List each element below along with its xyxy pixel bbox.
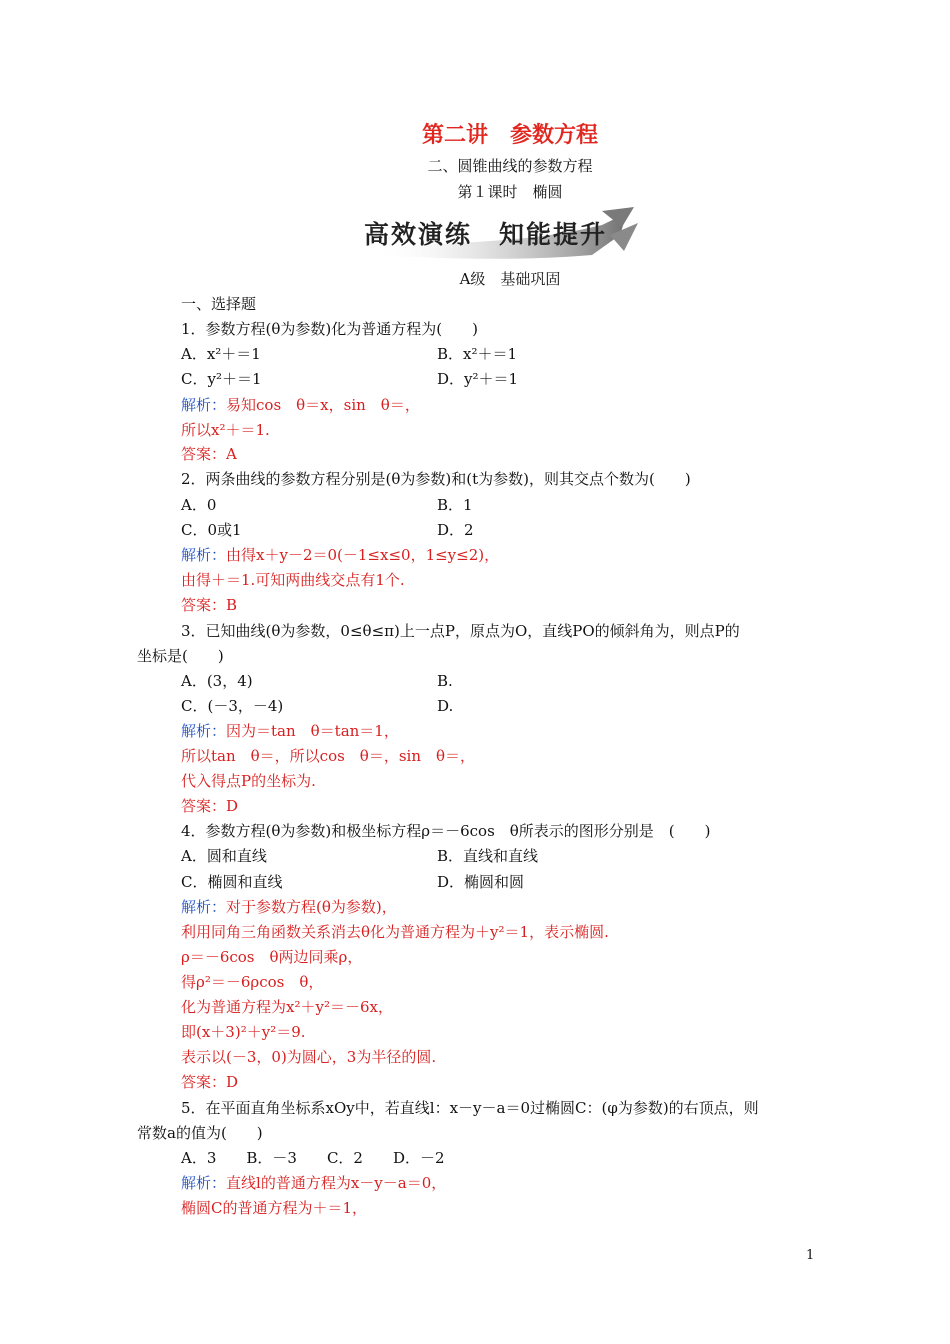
q4-solution-line-3: ρ＝－6cos θ两边同乘ρ，	[181, 948, 363, 966]
q2-solution-line-2: 由得＋＝1.可知两曲线交点有1个.	[181, 571, 405, 589]
q1-option-b: B．x²＋＝1	[437, 345, 518, 363]
q2-option-d: D．2	[437, 521, 474, 539]
q1-option-d: D．y²＋＝1	[437, 370, 519, 388]
q4-answer: 答案：D	[181, 1073, 239, 1091]
solution-label: 解析：	[181, 898, 227, 916]
question-3-stem-cont: 坐标是( )	[137, 647, 224, 665]
level-heading: A级 基础巩固	[459, 270, 561, 288]
solution-text: 因为＝tan θ＝tan＝1，	[226, 722, 399, 740]
q3-option-b: B.	[437, 672, 453, 690]
q2-option-c: C．0或1	[181, 521, 242, 539]
q3-answer: 答案：D	[181, 797, 239, 815]
section-subtitle: 二、圆锥曲线的参数方程	[427, 157, 593, 175]
q4-solution-line-1	[181, 897, 397, 917]
q5-solution-line-1	[181, 1173, 446, 1193]
q5-options: A．3 B．－3 C．2 D．－2	[181, 1149, 445, 1167]
solution-label: 解析：	[181, 546, 227, 564]
q4-option-a: A．圆和直线	[181, 847, 267, 865]
solution-text: 对于参数方程(θ为参数)，	[226, 898, 397, 916]
q1-solution-line-1	[181, 395, 420, 415]
q2-option-b: B．1	[437, 496, 473, 514]
page-number: 1	[806, 1248, 815, 1263]
q1-solution-line-2: 所以x²＋＝1.	[181, 421, 270, 439]
solution-text: 直线l的普通方程为x－y－a＝0，	[226, 1174, 447, 1192]
q3-solution-line-3: 代入得点P的坐标为.	[181, 772, 316, 790]
q4-solution-line-5: 化为普通方程为x²＋y²＝－6x，	[181, 998, 393, 1016]
lesson-title: 第１课时 椭圆	[457, 183, 563, 201]
solution-label: 解析：	[181, 396, 227, 414]
page-title: 第二讲 参数方程	[421, 123, 598, 148]
solution-text: 易知cos θ＝x，sin θ＝，	[226, 396, 420, 414]
q4-option-c: C．椭圆和直线	[181, 873, 283, 891]
q5-solution-line-2: 椭圆C的普通方程为＋＝1，	[181, 1199, 368, 1217]
q4-solution-line-6: 即(x＋3)²＋y²＝9.	[181, 1023, 306, 1041]
q2-answer: 答案：B	[181, 596, 238, 614]
q1-answer: 答案：A	[181, 445, 237, 463]
solution-label: 解析：	[181, 1174, 227, 1192]
q4-solution-line-4: 得ρ²＝－6ρcos θ，	[181, 973, 324, 991]
q3-solution-line-1	[181, 721, 399, 741]
q2-option-a: A．0	[181, 496, 217, 514]
q3-option-a: A．(3，4)	[181, 672, 253, 690]
question-5-stem: 5．在平面直角坐标系xOy中，若直线l：x－y－a＝0过椭圆C：(φ为参数)的右顶点，则	[181, 1099, 759, 1117]
q4-solution-line-2: 利用同角三角函数关系消去θ化为普通方程为＋y²＝1，表示椭圆.	[181, 923, 609, 941]
q3-option-d: D.	[437, 697, 454, 715]
question-2-stem: 2．两条曲线的参数方程分别是(θ为参数)和(t为参数)，则其交点个数为( )	[181, 470, 691, 488]
solution-text: 由得x＋y－2＝0(－1≤x≤0，1≤y≤2)，	[226, 546, 500, 564]
banner-text: 高效演练 知能提升	[364, 220, 608, 249]
q1-option-c: C．y²＋＝1	[181, 370, 262, 388]
question-1-stem: 1．参数方程(θ为参数)化为普通方程为( )	[181, 320, 478, 338]
q3-solution-line-2: 所以tan θ＝，所以cos θ＝，sin θ＝，	[181, 747, 476, 765]
q2-solution-line-1	[181, 545, 499, 565]
q1-option-a: A．x²＋＝1	[181, 345, 261, 363]
question-5-stem-cont: 常数a的值为( )	[137, 1124, 263, 1142]
solution-label: 解析：	[181, 722, 227, 740]
question-4-stem: 4．参数方程(θ为参数)和极坐标方程ρ＝－6cos θ所表示的图形分别是 ( )	[181, 822, 711, 840]
section-heading: 一、选择题	[181, 295, 257, 313]
question-3-stem: 3．已知曲线(θ为参数，0≤θ≤π)上一点P，原点为O，直线PO的倾斜角为，则点P的	[181, 622, 740, 640]
q4-solution-line-7: 表示以(－3，0)为圆心，3为半径的圆.	[181, 1048, 437, 1066]
q4-option-b: B．直线和直线	[437, 847, 539, 865]
q3-option-c: C．(－3，－4)	[181, 697, 284, 715]
banner	[352, 205, 642, 263]
q4-option-d: D．椭圆和圆	[437, 873, 525, 891]
